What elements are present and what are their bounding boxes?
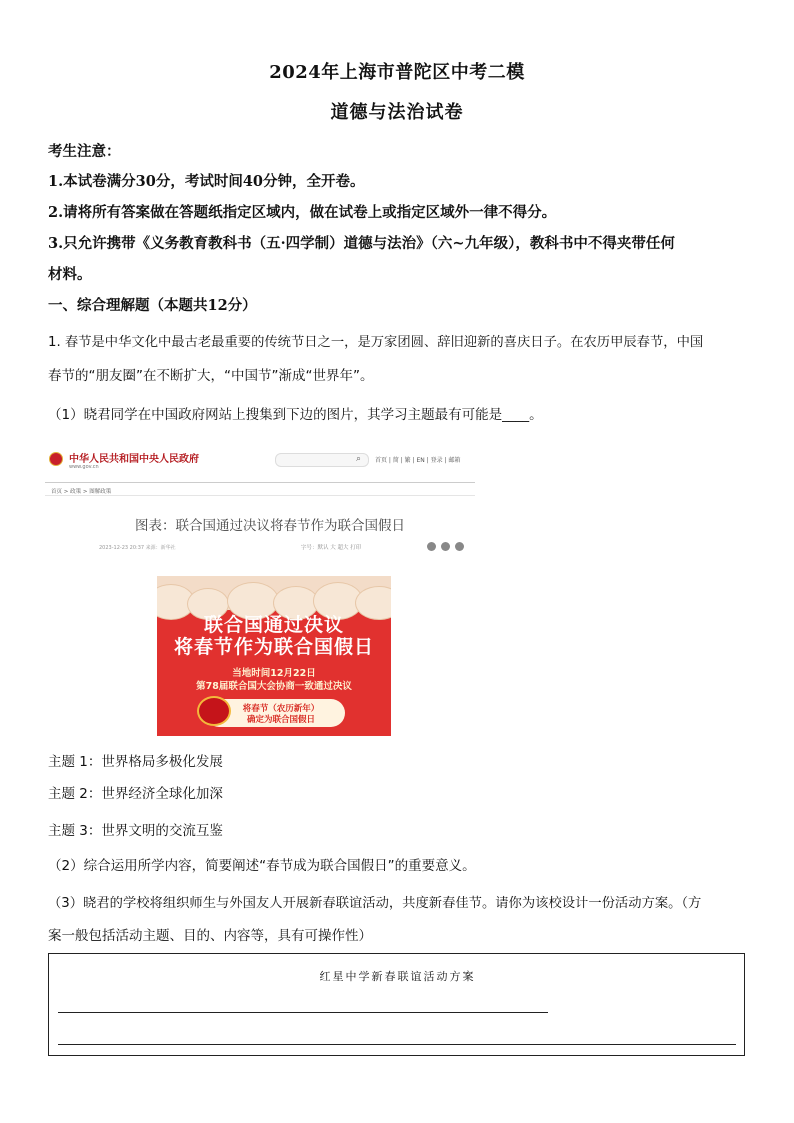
theme-option-1: 主题 1：世界格局多极化发展 — [48, 754, 223, 770]
gov-site-header — [45, 440, 477, 480]
answer-line — [58, 1012, 548, 1013]
gov-site-name: 中华人民共和国中央人民政府 — [69, 454, 199, 465]
share-icon — [455, 542, 464, 551]
question-stem-line-1: 1. 春节是中华文化中最古老最重要的传统节日之一，是万家团圆、辞旧迎新的喜庆日子。在农历甲辰春节，中国 — [48, 335, 704, 350]
share-icon — [441, 542, 450, 551]
question-stem-line-2: 春节的“朋友圈”在不断扩大，“中国节”渐成“世界年”。 — [48, 368, 374, 384]
theme-option-3: 主题 3：世界文明的交流互鉴 — [48, 823, 223, 839]
section-heading: 一、综合理解题（本题共12分） — [48, 297, 257, 314]
gov-nav-links: 首页 | 简 | 繁 | EN | 登录 | 邮箱 — [375, 457, 461, 464]
sub-question-2: （2）综合运用所学内容，简要阐述“春节成为联合国假日”的重要意义。 — [48, 858, 476, 874]
article-meta: 2023-12-23 20:37 来源：新华社 — [99, 545, 176, 551]
notice-item-1: 1.本试卷满分30分，考试时间40分钟，全开卷。 — [48, 173, 365, 190]
poster-headline-2: 将春节作为联合国假日 — [173, 636, 374, 658]
gov-website-screenshot — [45, 440, 477, 558]
gov-site-url: www.gov.cn — [69, 464, 99, 470]
poster-detail-2: 第78届联合国大会协商一致通过决议 — [196, 681, 352, 692]
divider — [45, 482, 475, 483]
answer-box[interactable] — [48, 953, 745, 1056]
un-holiday-poster — [157, 576, 391, 736]
exam-title: 2024年上海市普陀区中考二模 — [269, 62, 525, 83]
answer-line — [58, 1044, 736, 1045]
poster-band-line-1: 将春节（农历新年） — [242, 704, 320, 714]
notice-heading: 考生注意： — [48, 143, 121, 160]
poster-headline-1: 联合国通过决议 — [203, 614, 344, 636]
article-title: 图表：联合国通过决议将春节作为联合国假日 — [135, 518, 405, 534]
poster-detail-1: 当地时间12月22日 — [232, 668, 316, 679]
theme-option-2: 主题 2：世界经济全球化加深 — [48, 786, 223, 802]
notice-item-2: 2.请将所有答案做在答题纸指定区域内，做在试卷上或指定区域外一律不得分。 — [48, 204, 557, 221]
poster-band-line-2: 确定为联合国假日 — [246, 715, 315, 725]
national-emblem-icon — [49, 452, 63, 466]
sub-question-3-line-1: （3）晓君的学校将组织师生与外国友人开展新春联谊活动，共度新春佳节。请你为该校设计一份活动方案。（方 — [48, 896, 702, 911]
answer-box-title: 红星中学新春联谊活动方案 — [319, 970, 476, 983]
breadcrumb: 首页 > 政策 > 图解政策 — [51, 489, 112, 495]
sub-question-1: （1）晓君同学在中国政府网站上搜集到下边的图片，其学习主题最有可能是____。 — [48, 407, 543, 423]
article-tools: 字号：默认 大 超大 打印 — [301, 545, 362, 551]
search-icon: ⌕ — [356, 454, 362, 464]
notice-item-3: 3.只允许携带《义务教育教科书（五·四学制）道德与法治》（六~九年级），教科书中不得夹带任何 — [48, 235, 675, 252]
notice-item-3-cont: 材料。 — [48, 266, 92, 283]
gov-search-input — [275, 453, 369, 467]
sub-question-3-line-2: 案一般包括活动主题、目的、内容等，具有可操作性） — [48, 928, 372, 944]
exam-subject-title: 道德与法治试卷 — [330, 102, 464, 123]
share-icon — [427, 542, 436, 551]
divider — [45, 495, 475, 496]
